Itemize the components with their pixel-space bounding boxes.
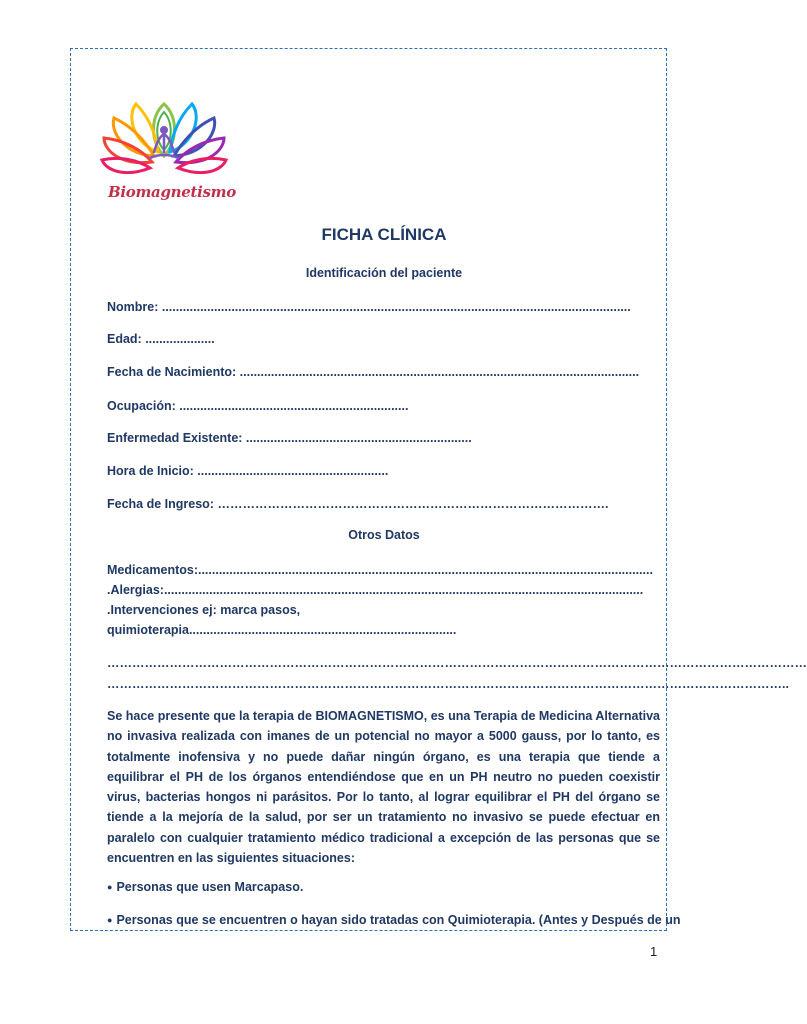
field-medicamentos[interactable]: Medicamentos:................................................................................................................................... xyxy=(107,563,653,577)
field-fecha-nacimiento[interactable]: Fecha de Nacimiento: ................................................................................................................... xyxy=(107,365,640,379)
bullet-icon: ● xyxy=(107,915,113,925)
field-hora-inicio[interactable]: Hora de Inicio: ....................................................... xyxy=(107,464,389,478)
field-intervenciones[interactable]: quimioterapia............................................................................. xyxy=(107,623,457,637)
list-item xyxy=(107,913,681,927)
field-edad[interactable]: Edad: .................... xyxy=(107,332,215,346)
list-item-text: Personas que usen Marcapaso. xyxy=(116,880,304,894)
field-fecha-ingreso[interactable]: Fecha de Ingreso: …………………………………………………………………………………. xyxy=(107,497,609,511)
blank-line-2[interactable]: ……………………………………………………………………………………………………………………………………………….. xyxy=(107,677,789,691)
field-nombre[interactable]: Nombre: ....................................................................................................................................... xyxy=(107,300,631,314)
field-enfermedad-existente[interactable]: Enfermedad Existente: ................................................................. xyxy=(107,431,472,445)
section-heading-otros-datos: Otros Datos xyxy=(348,528,420,542)
field-ocupacion[interactable]: Ocupación: .................................................................. xyxy=(107,399,409,413)
bullet-icon: ● xyxy=(107,882,113,892)
section-heading-identification: Identificación del paciente xyxy=(305,266,463,280)
list-item xyxy=(107,880,660,894)
logo-wordmark: Biomagnetismo xyxy=(108,183,236,201)
list-item-text: Personas que se encuentren o hayan sido tratadas con Quimioterapia. (Antes y Después de un xyxy=(116,913,681,927)
field-intervenciones-label: .Intervenciones ej: marca pasos, xyxy=(107,603,301,617)
page-title: FICHA CLÍNICA xyxy=(321,225,447,244)
field-alergias[interactable]: .Alergias:.......................................................................................................................................... xyxy=(107,583,644,597)
blank-line-1[interactable]: …………………………………………………………………………………………………………………………………………………… xyxy=(107,656,807,670)
page-number: 1 xyxy=(650,944,658,959)
consent-paragraph: Se hace presente que la terapia de BIOMAGNETISMO, es una Terapia de Medicina Alternativa no invasiva realizada con imanes de un potencial no mayor a 5000 gauss, por lo tanto, es totalmente inofensiva y no puede dañar ningún órgano, es una terapia que tiende a equilibrar el PH de los órganos entendiéndose que en un PH neutro no pueden coexistir virus, bacterias hongos ni parásitos. Por lo tanto, al lograr equilibrar el PH del órgano se tiende a la mejoría de la salud, por ser un tratamiento no invasivo se puede efectuar en paralelo con cualquier tratamiento médico tradicional a excepción de las personas que se encuentren en las siguientes situaciones: xyxy=(107,709,660,866)
